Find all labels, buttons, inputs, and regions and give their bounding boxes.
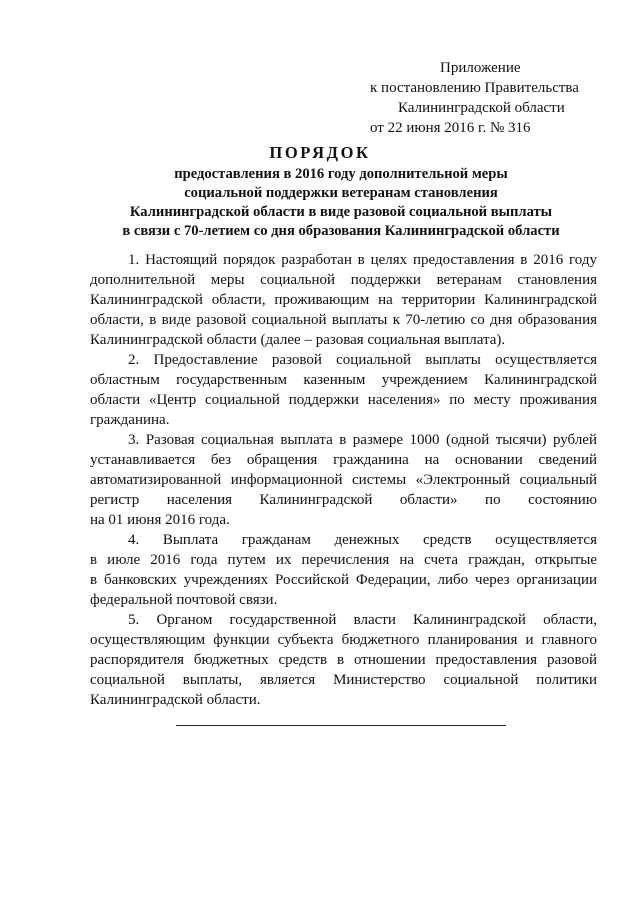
document-subtitle (86, 165, 596, 241)
text-line: 2. Предоставление разовой социальной выплаты осуществляется (128, 352, 597, 368)
paragraph-1 (90, 250, 597, 350)
text-line: федеральной почтовой связи. (90, 592, 278, 608)
text-line: автоматизированной информационной системы «Электронный социальный (90, 472, 597, 488)
closing-divider (176, 725, 506, 726)
header-region: Калининградской области (398, 100, 565, 116)
header-resolution-ref: к постановлению Правительства (370, 80, 579, 96)
text-line: Калининградской области (далее – разовая социальная выплата). (90, 332, 506, 348)
paragraph-2 (90, 350, 597, 430)
text-line: осуществляющим функции субъекта бюджетного планирования и главного (90, 632, 597, 648)
text-line: 3. Разовая социальная выплата в размере 1000 (одной тысячи) рублей (128, 432, 597, 448)
document-title: ПОРЯДОК (269, 143, 371, 162)
text-line: области «Центр социальной поддержки населения» по месту проживания (90, 392, 597, 408)
text-line: социальной выплаты, является Министерство социальной политики (90, 672, 597, 688)
approval-header (360, 58, 579, 138)
subtitle-line: предоставления в 2016 году дополнительной меры (174, 166, 508, 182)
subtitle-line: социальной поддержки ветеранам становления (184, 185, 498, 201)
text-line: 1. Настоящий порядок разработан в целях предоставления в 2016 году (128, 252, 597, 268)
text-line: областным государственным казенным учреждением Калининградской (90, 372, 597, 388)
text-line: в банковских учреждениях Российской Федерации, либо через организации (90, 572, 597, 588)
text-line: области, в виде разовой социальной выплаты к 70-летию со дня образования (90, 312, 597, 328)
paragraph-5 (90, 610, 597, 710)
subtitle-line: Калининградской области в виде разовой социальной выплаты (129, 204, 553, 220)
subtitle-line: в связи с 70-летием со дня образования Калининградской области (122, 223, 560, 239)
header-appendix-label: Приложение (440, 60, 521, 76)
text-line: Калининградской области. (90, 692, 261, 708)
text-line: гражданина. (90, 412, 170, 428)
paragraph-3 (90, 430, 597, 530)
text-line: на 01 июня 2016 года. (90, 512, 230, 528)
text-line: дополнительной меры социальной поддержки ветеранам становления (90, 272, 597, 288)
header-date-number: от 22 июня 2016 г. № 316 (370, 120, 531, 136)
text-line: Калининградской области, проживающим на территории Калининградской (90, 292, 597, 308)
paragraph-4 (90, 530, 597, 610)
document-body (90, 250, 597, 710)
text-line: 5. Органом государственной власти Калининградской области, (128, 612, 597, 628)
text-line: регистр населения Калининградской области» по состоянию (90, 492, 597, 508)
text-line: 4. Выплата гражданам денежных средств осуществляется (128, 532, 597, 548)
text-line: распорядителя бюджетных средств в отношении предоставления разовой (90, 652, 597, 668)
text-line: устанавливается без обращения гражданина на основании сведений (90, 452, 597, 468)
text-line: в июле 2016 года путем их перечисления на счета граждан, открытые (90, 552, 597, 568)
